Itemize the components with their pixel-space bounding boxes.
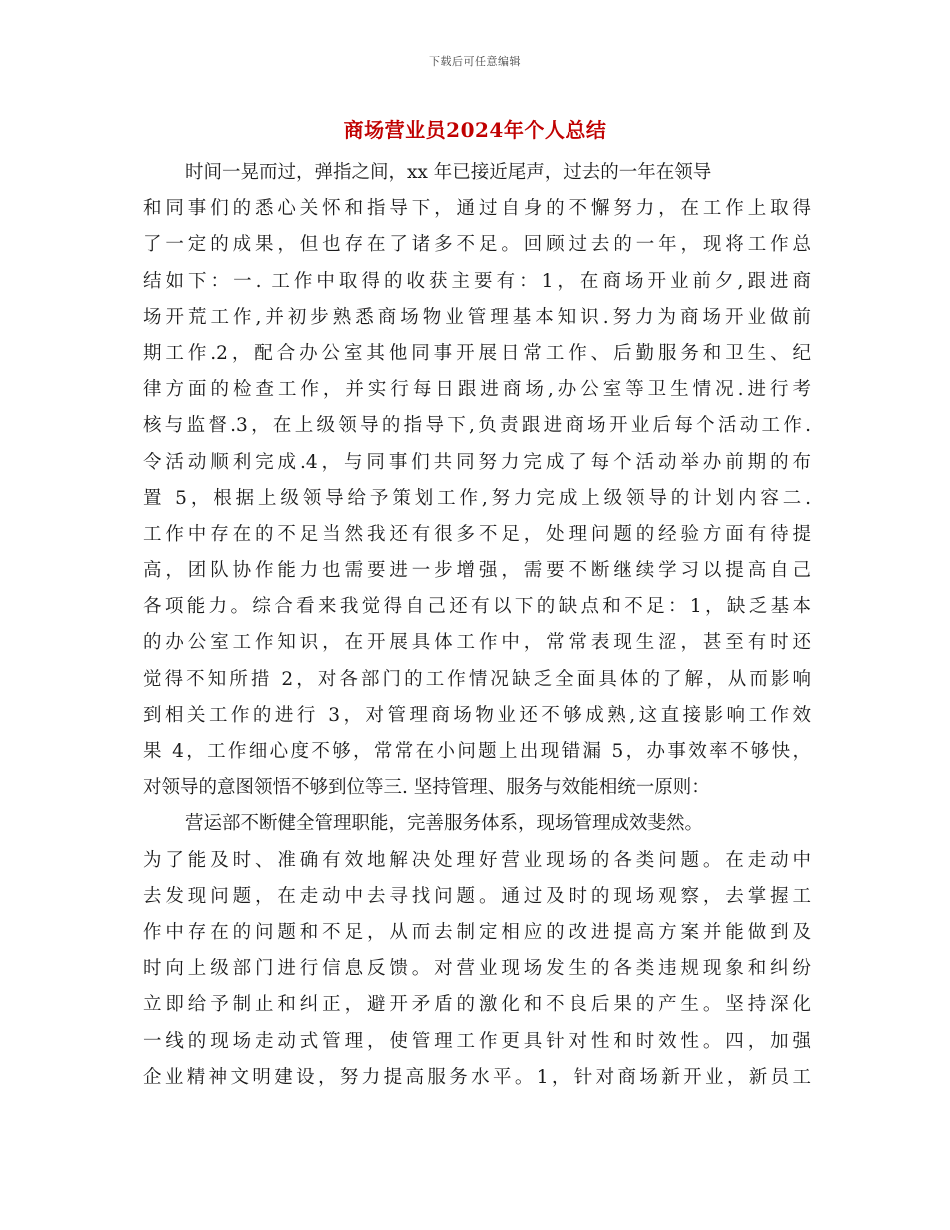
paragraph-line: 果 4，工作细心度不够，常常在小问题上出现错漏 5，办事效率不够快， (143, 741, 811, 762)
paragraph-line: 营运部不断健全管理职能，完善服务体系，现场管理成效斐然。 (185, 813, 704, 835)
paragraph-line: 场开荒工作,并初步熟悉商场物业管理基本知识.努力为商场开业做前 (143, 306, 811, 328)
paragraph-line: 对领导的意图领悟不够到位等三. 坚持管理、服务与效能相统一原则： (143, 777, 710, 799)
paragraph-line: 立即给予制止和纠正，避开矛盾的激化和不良后果的产生。坚持深化 (143, 994, 811, 1016)
paragraph-line: 企业精神文明建设，努力提高服务水平。1，针对商场新开业，新员工 (143, 1066, 811, 1088)
paragraph-line: 到相关工作的进行 3，对管理商场物业还不够成熟,这直接影响工作效 (143, 704, 811, 726)
document-body (143, 155, 811, 1096)
paragraph-line: 和同事们的悉心关怀和指导下，通过自身的不懈努力，在工作上取得 (143, 198, 811, 220)
paragraph-line: 的办公室工作知识，在开展具体工作中，常常表现生涩，甚至有时还 (143, 632, 811, 654)
paragraph-line: 结如下：一. 工作中取得的收获主要有：1，在商场开业前夕,跟进商 (143, 270, 811, 292)
header-note: 下载后可任意编辑 (429, 55, 521, 68)
paragraph-line: 令活动顺利完成.4，与同事们共同努力完成了每个活动举办前期的布 (143, 451, 811, 473)
paragraph-line: 期工作.2，配合办公室其他同事开展日常工作、后勤服务和卫生、纪 (143, 342, 811, 364)
paragraph-line: 高，团队协作能力也需要进一步增强，需要不断继续学习以提高自己 (143, 560, 811, 582)
paragraph-line: 时间一晃而过，弹指之间，xx 年已接近尾声，过去的一年在领导 (185, 162, 712, 183)
paragraph-line: 一线的现场走动式管理，使管理工作更具针对性和时效性。四，加强 (143, 1030, 811, 1052)
paragraph-line: 了一定的成果，但也存在了诸多不足。回顾过去的一年，现将工作总 (143, 234, 811, 256)
paragraph-line: 为了能及时、准确有效地解决处理好营业现场的各类问题。在走动中 (143, 849, 811, 871)
paragraph-line: 律方面的检查工作，并实行每日跟进商场,办公室等卫生情况.进行考 (143, 379, 811, 401)
paragraph-line: 置 5，根据上级领导给予策划工作,努力完成上级领导的计划内容二. (143, 487, 811, 509)
paragraph-line: 各项能力。综合看来我觉得自己还有以下的缺点和不足：1，缺乏基本 (143, 596, 811, 618)
paragraph-line: 觉得不知所措 2，对各部门的工作情况缺乏全面具体的了解，从而影响 (143, 668, 811, 690)
paragraph-line: 工作中存在的不足当然我还有很多不足，处理问题的经验方面有待提 (143, 523, 811, 545)
paragraph-line: 核与监督.3，在上级领导的指导下,负责跟进商场开业后每个活动工作. (143, 415, 811, 437)
paragraph-line: 时向上级部门进行信息反馈。对营业现场发生的各类违规现象和纠纷 (143, 958, 811, 980)
paragraph-line: 去发现问题，在走动中去寻找问题。通过及时的现场观察，去掌握工 (143, 885, 811, 907)
paragraph-line: 作中存在的问题和不足，从而去制定相应的改进提高方案并能做到及 (143, 921, 811, 943)
document-title: 商场营业员2024年个人总结 (343, 118, 607, 142)
